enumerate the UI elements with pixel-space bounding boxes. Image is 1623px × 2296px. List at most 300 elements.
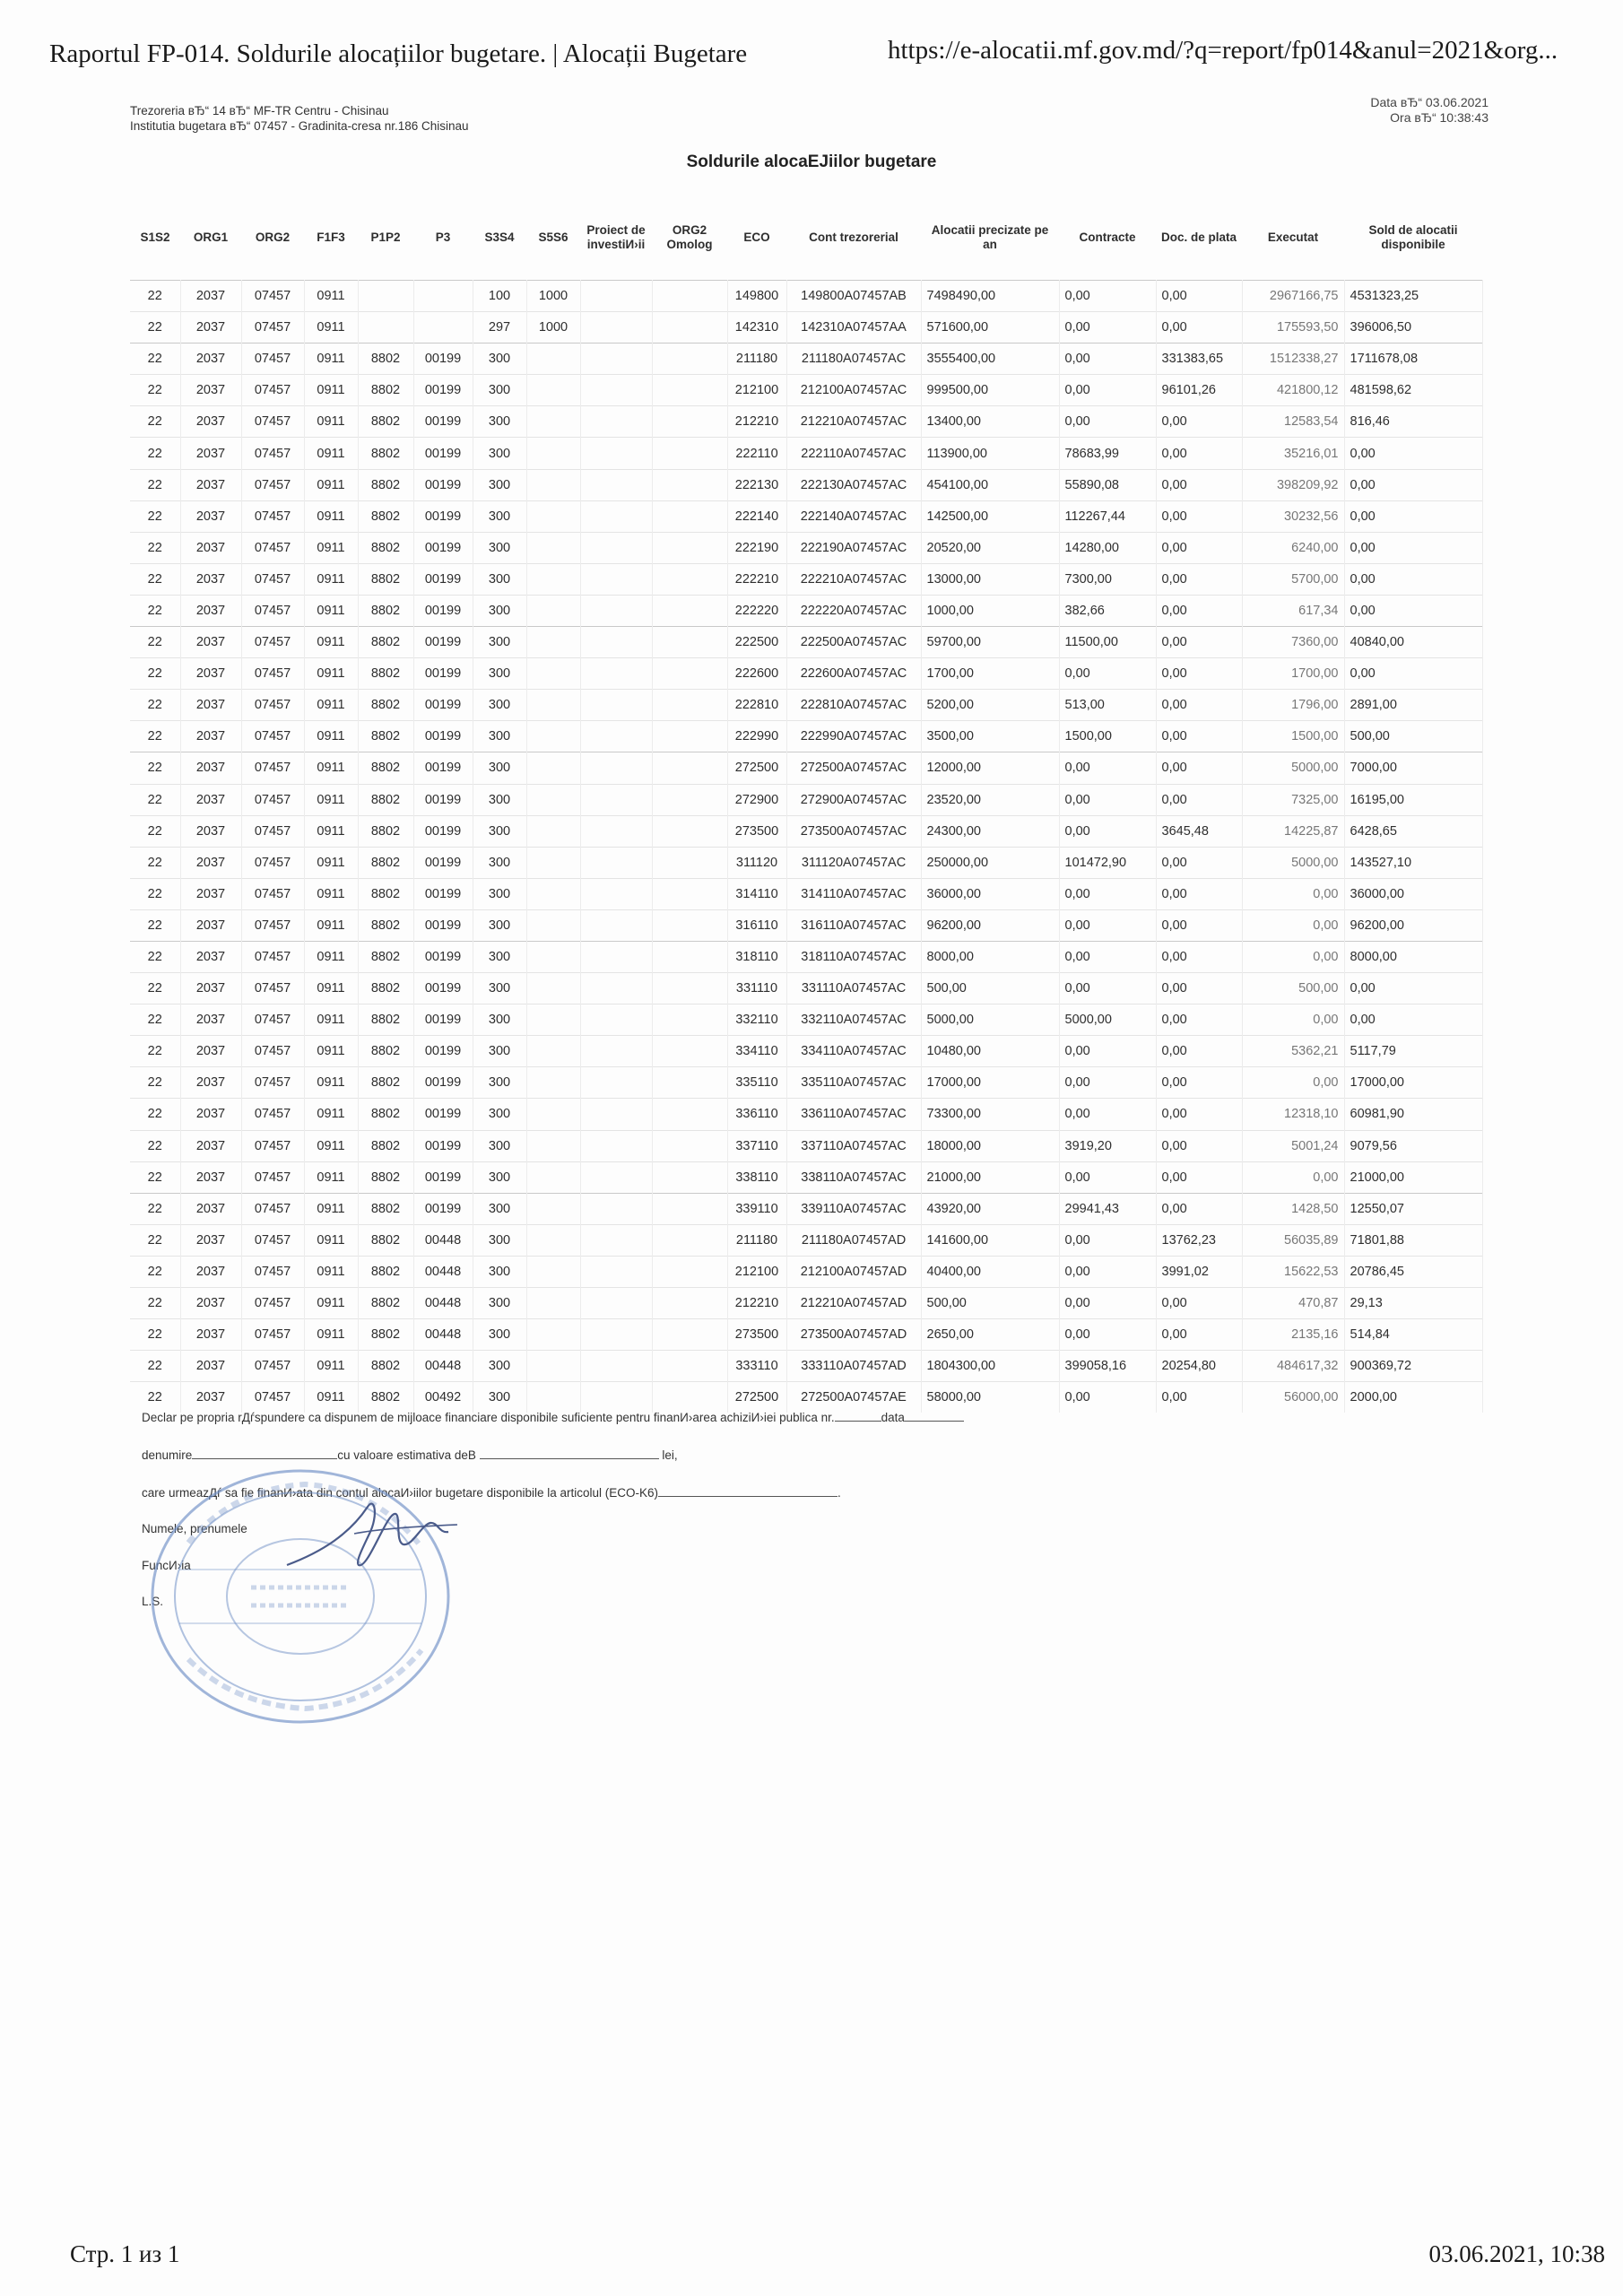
table-cell: 2037 [180, 595, 241, 626]
column-header: ORG1 [193, 230, 229, 244]
table-cell [652, 438, 727, 469]
table-row [130, 690, 1482, 721]
table-cell: 07457 [241, 1319, 304, 1351]
table-cell: 2037 [180, 784, 241, 815]
table-cell: 0,00 [1059, 941, 1156, 972]
table-cell [652, 1099, 727, 1130]
table-cell: 1700,00 [921, 658, 1059, 690]
table-cell: 00199 [413, 532, 473, 563]
table-row [130, 1130, 1482, 1161]
table-cell [652, 595, 727, 626]
table-cell: 0,00 [1344, 595, 1482, 626]
table-cell [526, 815, 580, 847]
declaration-currency: lei, [662, 1448, 678, 1462]
table-cell: 311120 [727, 847, 786, 878]
table-cell: 300 [473, 1099, 526, 1130]
table-cell: 222990 [727, 721, 786, 752]
table-cell [580, 1099, 652, 1130]
table-cell: 222210A07457AC [786, 563, 921, 595]
table-cell: 5000,00 [1059, 1004, 1156, 1036]
table-cell: 8802 [358, 909, 413, 941]
table-cell: 07457 [241, 1288, 304, 1319]
blank-denumire [192, 1446, 337, 1459]
table-row [130, 752, 1482, 784]
table-cell: 335110A07457AC [786, 1067, 921, 1099]
table-cell: 2037 [180, 1161, 241, 1193]
table-cell: 222990A07457AC [786, 721, 921, 752]
table-cell: 5000,00 [1242, 847, 1344, 878]
table-cell: 23520,00 [921, 784, 1059, 815]
table-row [130, 815, 1482, 847]
table-cell: 0911 [304, 1382, 358, 1413]
table-cell: 338110A07457AC [786, 1161, 921, 1193]
table-cell: 8802 [358, 469, 413, 500]
table-cell: 0911 [304, 532, 358, 563]
table-row [130, 281, 1482, 312]
table-cell: 22 [130, 1288, 180, 1319]
table-cell: 0911 [304, 312, 358, 344]
table-row [130, 1288, 1482, 1319]
table-cell: 07457 [241, 1099, 304, 1130]
table-cell: 211180A07457AD [786, 1224, 921, 1256]
table-row [130, 1161, 1482, 1193]
table-cell [652, 500, 727, 532]
table-cell: 0911 [304, 1067, 358, 1099]
table-cell: 2037 [180, 1319, 241, 1351]
table-cell: 222130 [727, 469, 786, 500]
table-cell: 0,00 [1156, 1193, 1242, 1224]
table-row [130, 658, 1482, 690]
table-cell: 2037 [180, 627, 241, 658]
table-cell: 337110 [727, 1130, 786, 1161]
table-cell: 300 [473, 1288, 526, 1319]
table-cell [652, 1224, 727, 1256]
table-cell: 0,00 [1156, 1099, 1242, 1130]
table-cell: 00199 [413, 909, 473, 941]
table-cell [652, 1067, 727, 1099]
table-cell [413, 281, 473, 312]
table-cell: 22 [130, 847, 180, 878]
table-cell: 300 [473, 500, 526, 532]
table-cell: 8802 [358, 1351, 413, 1382]
table-cell: 300 [473, 1004, 526, 1036]
table-cell: 29941,43 [1059, 1193, 1156, 1224]
column-header: Doc. de plata [1160, 230, 1237, 244]
table-cell [526, 847, 580, 878]
declaration-name-label: denumire [142, 1448, 193, 1462]
table-cell: 222500 [727, 627, 786, 658]
table-cell: 07457 [241, 973, 304, 1004]
table-cell: 1512338,27 [1242, 344, 1344, 375]
table-cell [526, 1319, 580, 1351]
table-cell: 07457 [241, 627, 304, 658]
table-cell: 143527,10 [1344, 847, 1482, 878]
table-cell: 0911 [304, 878, 358, 909]
table-cell: 1700,00 [1242, 658, 1344, 690]
table-cell: 00199 [413, 500, 473, 532]
table-row [130, 312, 1482, 344]
table-cell: 22 [130, 375, 180, 406]
table-cell: 8802 [358, 438, 413, 469]
declaration-text-3: care urmeazДѓ sa fie finanИ›ata din contul alocaИ›iilor bugetare disponibile la articolul (ECO-K6) [142, 1486, 658, 1500]
table-cell: 212100 [727, 375, 786, 406]
table-cell: 00199 [413, 595, 473, 626]
table-cell: 07457 [241, 1193, 304, 1224]
table-row [130, 438, 1482, 469]
table-cell: 0911 [304, 941, 358, 972]
table-cell: 07457 [241, 690, 304, 721]
table-cell: 222600A07457AC [786, 658, 921, 690]
table-cell [526, 721, 580, 752]
table-cell: 00199 [413, 1036, 473, 1067]
table-row [130, 406, 1482, 438]
table-cell: 22 [130, 1256, 180, 1287]
table-cell: 00199 [413, 1161, 473, 1193]
table-cell: 300 [473, 469, 526, 500]
table-cell [580, 312, 652, 344]
table-cell [526, 627, 580, 658]
table-cell [652, 1319, 727, 1351]
name-label: Numele, prenumele [142, 1522, 247, 1535]
table-cell: 00199 [413, 973, 473, 1004]
table-cell: 00199 [413, 658, 473, 690]
table-row [130, 500, 1482, 532]
table-cell: 222210 [727, 563, 786, 595]
table-cell: 2037 [180, 909, 241, 941]
table-cell [580, 1036, 652, 1067]
table-cell: 300 [473, 1224, 526, 1256]
table-cell [526, 784, 580, 815]
table-cell: 55890,08 [1059, 469, 1156, 500]
table-cell: 8802 [358, 375, 413, 406]
table-row [130, 878, 1482, 909]
table-cell: 00199 [413, 344, 473, 375]
table-row [130, 1004, 1482, 1036]
table-cell: 8000,00 [921, 941, 1059, 972]
table-cell: 2037 [180, 344, 241, 375]
table-cell: 2037 [180, 500, 241, 532]
table-cell: 2037 [180, 563, 241, 595]
table-cell [652, 469, 727, 500]
table-cell: 331110A07457AC [786, 973, 921, 1004]
table-cell: 0911 [304, 281, 358, 312]
table-row [130, 973, 1482, 1004]
table-cell: 141600,00 [921, 1224, 1059, 1256]
table-cell: 300 [473, 752, 526, 784]
table-cell: 212100A07457AD [786, 1256, 921, 1287]
table-cell: 7360,00 [1242, 627, 1344, 658]
table-cell: 78683,99 [1059, 438, 1156, 469]
table-cell: 300 [473, 627, 526, 658]
function-label: FuncИ›ia [142, 1559, 191, 1572]
table-cell: 40400,00 [921, 1256, 1059, 1287]
table-cell: 300 [473, 815, 526, 847]
table-cell: 11500,00 [1059, 627, 1156, 658]
table-cell: 222140 [727, 500, 786, 532]
table-cell [652, 375, 727, 406]
browser-page-url[interactable]: https://e-alocatii.mf.gov.md/?q=report/fp014&anul=2021&org... [888, 36, 1558, 65]
table-cell: 5000,00 [1242, 752, 1344, 784]
table-cell [652, 973, 727, 1004]
table-cell: 300 [473, 595, 526, 626]
table-cell: 0,00 [1059, 752, 1156, 784]
table-cell: 07457 [241, 847, 304, 878]
table-cell: 2037 [180, 281, 241, 312]
table-cell: 300 [473, 941, 526, 972]
table-cell [580, 973, 652, 1004]
report-header-left [130, 103, 469, 134]
table-cell: 222500A07457AC [786, 627, 921, 658]
table-cell [526, 1036, 580, 1067]
table-cell: 0,00 [1059, 658, 1156, 690]
table-cell: 07457 [241, 815, 304, 847]
table-cell: 0911 [304, 658, 358, 690]
table-cell: 7498490,00 [921, 281, 1059, 312]
table-cell: 00199 [413, 878, 473, 909]
table-cell: 20520,00 [921, 532, 1059, 563]
table-cell: 318110A07457AC [786, 941, 921, 972]
table-cell: 211180 [727, 1224, 786, 1256]
table-cell: 07457 [241, 1067, 304, 1099]
table-cell: 336110 [727, 1099, 786, 1130]
table-cell: 2650,00 [921, 1319, 1059, 1351]
table-cell: 314110A07457AC [786, 878, 921, 909]
table-cell [526, 438, 580, 469]
table-cell: 0,00 [1059, 1036, 1156, 1067]
table-cell: 8802 [358, 500, 413, 532]
table-cell [580, 1130, 652, 1161]
table-cell: 12318,10 [1242, 1099, 1344, 1130]
table-cell: 8802 [358, 595, 413, 626]
table-cell: 272500 [727, 1382, 786, 1413]
table-cell: 8802 [358, 847, 413, 878]
table-cell: 8802 [358, 973, 413, 1004]
table-cell: 2000,00 [1344, 1382, 1482, 1413]
footer-page-number: Стр. 1 из 1 [70, 2240, 180, 2267]
table-cell: 300 [473, 847, 526, 878]
table-cell: 339110A07457AC [786, 1193, 921, 1224]
table-cell: 0911 [304, 1224, 358, 1256]
table-cell: 0,00 [1156, 1130, 1242, 1161]
table-row [130, 784, 1482, 815]
table-cell: 8802 [358, 1193, 413, 1224]
table-cell: 382,66 [1059, 595, 1156, 626]
table-cell: 0,00 [1156, 784, 1242, 815]
table-cell [526, 1099, 580, 1130]
table-cell: 22 [130, 909, 180, 941]
table-cell [358, 312, 413, 344]
table-cell [652, 847, 727, 878]
column-header: S5S6 [538, 230, 568, 244]
table-cell: 00492 [413, 1382, 473, 1413]
table-cell: 5200,00 [921, 690, 1059, 721]
table-cell: 22 [130, 1067, 180, 1099]
table-cell: 300 [473, 375, 526, 406]
table-cell [580, 563, 652, 595]
table-cell [526, 1130, 580, 1161]
table-cell: 2037 [180, 1224, 241, 1256]
table-cell: 0911 [304, 406, 358, 438]
table-cell: 00199 [413, 721, 473, 752]
table-cell: 2037 [180, 878, 241, 909]
table-cell: 222110 [727, 438, 786, 469]
table-cell [580, 909, 652, 941]
table-cell: 00199 [413, 690, 473, 721]
declaration-date-label: data [881, 1411, 905, 1424]
table-cell: 22 [130, 281, 180, 312]
table-cell: 40840,00 [1344, 627, 1482, 658]
table-cell [580, 658, 652, 690]
table-cell: 514,84 [1344, 1319, 1482, 1351]
table-cell: 2037 [180, 973, 241, 1004]
table-cell: 0,00 [1156, 281, 1242, 312]
table-cell [580, 690, 652, 721]
table-cell: 2037 [180, 721, 241, 752]
table-row [130, 469, 1482, 500]
table-cell: 12000,00 [921, 752, 1059, 784]
table-cell: 0,00 [1156, 1004, 1242, 1036]
table-cell: 00199 [413, 1067, 473, 1099]
table-cell: 1428,50 [1242, 1193, 1344, 1224]
table-cell: 300 [473, 878, 526, 909]
table-cell: 07457 [241, 469, 304, 500]
table-cell: 2037 [180, 690, 241, 721]
table-cell: 22 [130, 595, 180, 626]
table-cell [652, 784, 727, 815]
table-cell: 8802 [358, 721, 413, 752]
table-cell: 8802 [358, 1256, 413, 1287]
table-cell: 0,00 [1156, 973, 1242, 1004]
table-cell [652, 1130, 727, 1161]
table-cell: 22 [130, 690, 180, 721]
report-time: Ora вЂ“ 10:38:43 [1390, 110, 1488, 125]
table-cell: 272500 [727, 752, 786, 784]
table-cell: 07457 [241, 752, 304, 784]
table-cell: 0,00 [1059, 1319, 1156, 1351]
table-cell: 2037 [180, 1130, 241, 1161]
table-cell: 07457 [241, 1382, 304, 1413]
table-cell: 2037 [180, 406, 241, 438]
table-cell: 300 [473, 658, 526, 690]
table-cell: 2037 [180, 1382, 241, 1413]
table-cell: 22 [130, 627, 180, 658]
table-cell: 398209,92 [1242, 469, 1344, 500]
table-cell: 60981,90 [1344, 1099, 1482, 1130]
table-cell: 0911 [304, 1036, 358, 1067]
table-cell [526, 941, 580, 972]
table-cell: 484617,32 [1242, 1351, 1344, 1382]
table-cell: 3500,00 [921, 721, 1059, 752]
table-cell: 0,00 [1344, 469, 1482, 500]
table-cell: 36000,00 [1344, 878, 1482, 909]
table-row [130, 1067, 1482, 1099]
table-cell: 0911 [304, 500, 358, 532]
table-cell: 100 [473, 281, 526, 312]
table-cell [652, 815, 727, 847]
table-cell: 0,00 [1242, 1004, 1344, 1036]
table-cell: 07457 [241, 375, 304, 406]
table-cell: 07457 [241, 500, 304, 532]
table-cell: 0,00 [1344, 658, 1482, 690]
table-row [130, 941, 1482, 972]
table-cell: 13762,23 [1156, 1224, 1242, 1256]
table-cell: 2037 [180, 1036, 241, 1067]
table-cell: 00199 [413, 375, 473, 406]
table-cell: 24300,00 [921, 815, 1059, 847]
table-cell: 00448 [413, 1256, 473, 1287]
table-cell: 0,00 [1242, 878, 1344, 909]
table-cell: 12583,54 [1242, 406, 1344, 438]
table-cell: 0,00 [1156, 1288, 1242, 1319]
table-cell: 300 [473, 438, 526, 469]
table-cell: 22 [130, 469, 180, 500]
table-cell: 222130A07457AC [786, 469, 921, 500]
table-cell: 10480,00 [921, 1036, 1059, 1067]
table-cell: 07457 [241, 878, 304, 909]
table-cell [526, 1004, 580, 1036]
table-cell [652, 281, 727, 312]
column-header: S3S4 [484, 230, 515, 244]
table-cell: 0911 [304, 1161, 358, 1193]
table-cell: 318110 [727, 941, 786, 972]
table-cell: 8802 [358, 1382, 413, 1413]
table-cell: 00199 [413, 1130, 473, 1161]
table-cell: 8802 [358, 1319, 413, 1351]
table-cell: 8802 [358, 658, 413, 690]
table-cell: 396006,50 [1344, 312, 1482, 344]
table-cell: 8802 [358, 1099, 413, 1130]
table-cell: 0,00 [1156, 752, 1242, 784]
table-cell: 0,00 [1156, 690, 1242, 721]
table-cell: 0,00 [1344, 500, 1482, 532]
table-cell: 15622,53 [1242, 1256, 1344, 1287]
table-cell: 999500,00 [921, 375, 1059, 406]
table-cell: 00448 [413, 1288, 473, 1319]
table-row [130, 1224, 1482, 1256]
table-cell: 101472,90 [1059, 847, 1156, 878]
table-cell: 5117,79 [1344, 1036, 1482, 1067]
table-cell [652, 721, 727, 752]
table-row [130, 847, 1482, 878]
table-cell [652, 1036, 727, 1067]
table-cell [526, 752, 580, 784]
table-body [130, 281, 1482, 1413]
declaration-line-1 [142, 1408, 964, 1424]
table-cell: 7300,00 [1059, 563, 1156, 595]
table-cell: 0,00 [1156, 438, 1242, 469]
table-cell: 0911 [304, 344, 358, 375]
table-cell [580, 627, 652, 658]
table-cell: 8802 [358, 941, 413, 972]
table-cell: 21000,00 [921, 1161, 1059, 1193]
table-row [130, 1351, 1482, 1382]
table-cell: 900369,72 [1344, 1351, 1482, 1382]
table-cell: 0911 [304, 469, 358, 500]
table-cell: 300 [473, 1161, 526, 1193]
table-cell: 0,00 [1156, 595, 1242, 626]
table-cell: 250000,00 [921, 847, 1059, 878]
table-cell [526, 658, 580, 690]
table-cell: 470,87 [1242, 1288, 1344, 1319]
table-row [130, 909, 1482, 941]
table-cell: 7325,00 [1242, 784, 1344, 815]
table-cell: 1000 [526, 312, 580, 344]
table-cell: 3645,48 [1156, 815, 1242, 847]
table-cell [580, 1288, 652, 1319]
table-cell: 07457 [241, 1351, 304, 1382]
table-cell: 8802 [358, 627, 413, 658]
declaration-value-label: cu valoare estimativa deB [337, 1448, 476, 1462]
